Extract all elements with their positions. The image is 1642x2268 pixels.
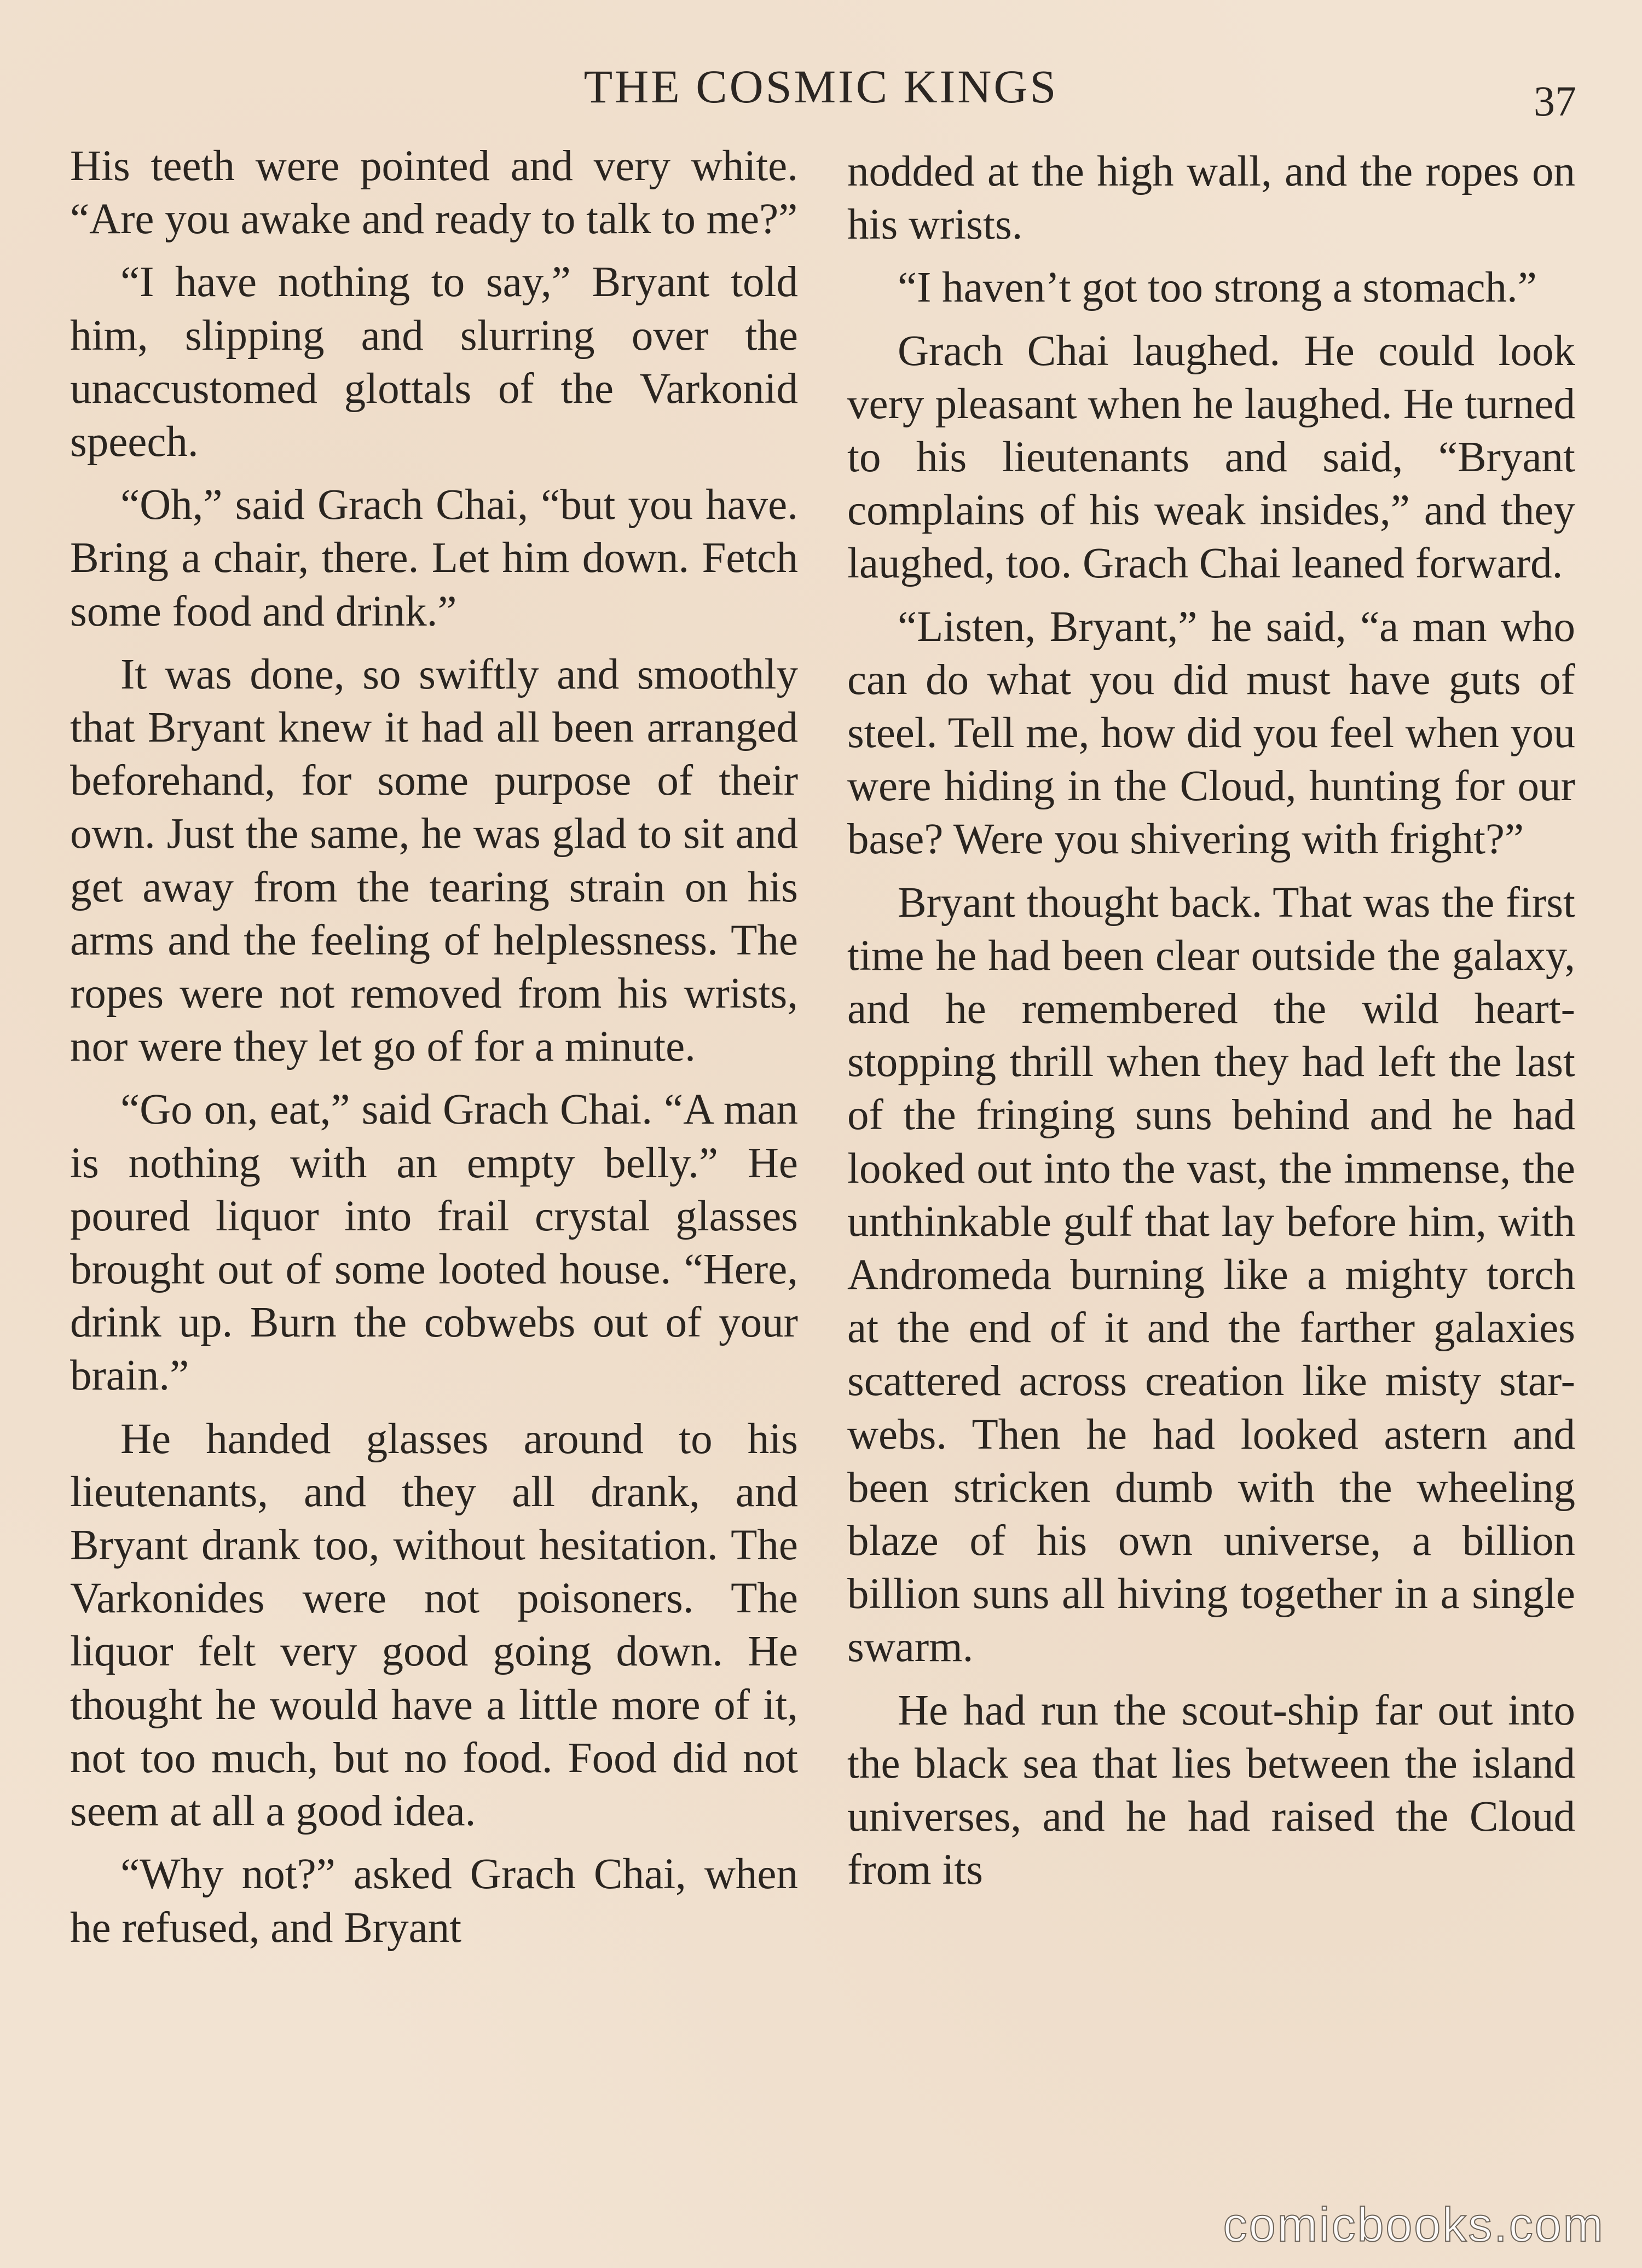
paragraph: He had run the scout-ship far out into the black sea that lies between the island universes, and he had raised the Cloud from its (847, 1686, 1575, 1894)
paragraph: Bryant thought back. That was the first time he had been clear outside the galaxy, and he remembered the wild heart-stopping thrill when they had left the last of the fringing suns behind and he had looked out into the vast, the immense, the unthinkable gulf that lay before him, with Andromeda burning like a mighty torch at the end of it and the farther galaxies scattered across creation like misty star-webs. Then he had looked astern and been stricken dumb with the wheeling blaze of his own universe, a billion billion suns all hiving together in a single swarm. (847, 878, 1575, 1671)
left-column (70, 140, 798, 1964)
paragraph: “Listen, Bryant,” he said, “a man who can do what you did must have guts of steel. Tell me, how did you feel when you were hiding in the Cloud, hunting for our base? Were you shivering with fright?” (847, 603, 1575, 864)
watermark: comicbooks.com (1223, 2197, 1605, 2252)
paragraph: His teeth were pointed and very white. “Are you awake and ready to talk to me?” (70, 142, 798, 244)
paragraph: Grach Chai laughed. He could look very pleasant when he laughed. He turned to his lieutenants and said, “Bryant complains of his weak insides,” and they laughed, too. Grach Chai leaned forward. (847, 327, 1575, 588)
paragraph: It was done, so swiftly and smoothly that Bryant knew it had all been arranged beforehand, for some purpose of their own. Just the same, he was glad to sit and get away from the tearing strain on his arms and the feeling of helplessness. The ropes were not removed from his wrists, nor were they let go of for a minute. (70, 650, 798, 1071)
page-number: 37 (1534, 77, 1576, 125)
running-title: THE COSMIC KINGS (583, 60, 1059, 113)
paragraph: “Go on, eat,” said Grach Chai. “A man is nothing with an empty belly.” He poured liquor into frail crystal glasses brought out of some looted house. “Here, drink up. Burn the cobwebs out of your brain.” (70, 1086, 798, 1400)
right-column (847, 145, 1575, 1907)
paragraph: nodded at the high wall, and the ropes on his wrists. (847, 148, 1575, 249)
paragraph: “Why not?” asked Grach Chai, when he refused, and Bryant (70, 1850, 798, 1952)
paragraph: “I have nothing to say,” Bryant told him, slipping and slurring over the unaccustomed glottals of the Varkonid speech. (70, 258, 798, 466)
paragraph: He handed glasses around to his lieutenants, and they all drank, and Bryant drank too, without hesitation. The Varkonides were not poisoners. The liquor felt very good going down. He thought he would have a little more of it, not too much, but no food. Food did not seem at all a good idea. (70, 1415, 798, 1836)
paragraph: “Oh,” said Grach Chai, “but you have. Bring a chair, there. Let him down. Fetch some food and drink.” (70, 481, 798, 635)
paragraph: “I haven’t got too strong a stomach.” (898, 264, 1537, 312)
